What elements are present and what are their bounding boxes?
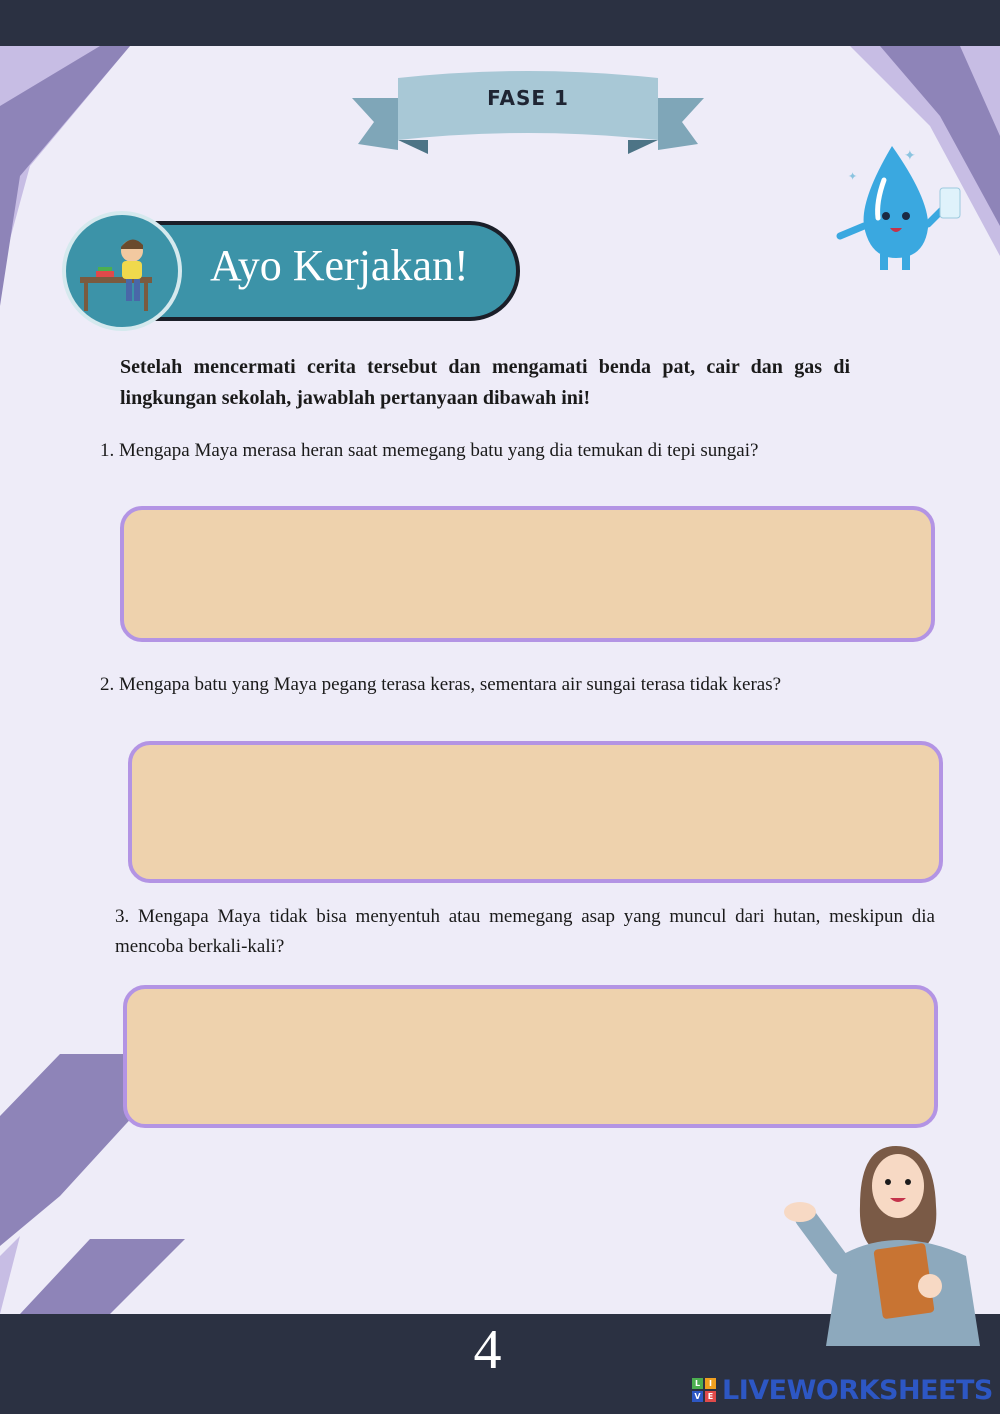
svg-text:✦: ✦ xyxy=(904,148,916,164)
instruction-text: Setelah mencermati cerita tersebut dan mengamati benda pat, cair dan gas di lingkungan sekolah, jawablah pertanyaan dibawah ini! xyxy=(120,356,850,409)
answer-box-2[interactable] xyxy=(128,741,943,883)
teacher-with-book-icon xyxy=(770,1106,995,1346)
logo-letter: I xyxy=(705,1378,716,1389)
page-number: 4 xyxy=(473,1319,502,1381)
logo-letter: E xyxy=(705,1391,716,1402)
question-2: 2. Mengapa batu yang Maya pegang terasa keras, sementara air sungai terasa tidak keras? xyxy=(100,674,782,695)
student-avatar xyxy=(62,211,182,331)
section-title: Ayo Kerjakan! xyxy=(210,241,469,290)
liveworksheets-logo-icon xyxy=(692,1378,716,1402)
logo-letter: L xyxy=(692,1378,703,1389)
svg-text:✦: ✦ xyxy=(848,170,858,183)
brand-watermark xyxy=(692,1374,993,1406)
question-3: 3. Mengapa Maya tidak bisa menyentuh atau memegang asap yang muncul dari hutan, meskipun dia mencoba berkali-kali? xyxy=(115,906,935,957)
ribbon-banner xyxy=(350,68,706,160)
brand-name: LIVEWORKSHEETS xyxy=(722,1374,993,1406)
question-1: 1. Mengapa Maya merasa heran saat memegang batu yang dia temukan di tepi sungai? xyxy=(100,440,759,461)
banner-label: FASE 1 xyxy=(487,86,569,110)
logo-letter: V xyxy=(692,1391,703,1402)
answer-box-1[interactable] xyxy=(120,506,935,642)
student-at-desk-icon xyxy=(66,215,178,327)
water-drop-mascot-icon xyxy=(830,140,970,276)
